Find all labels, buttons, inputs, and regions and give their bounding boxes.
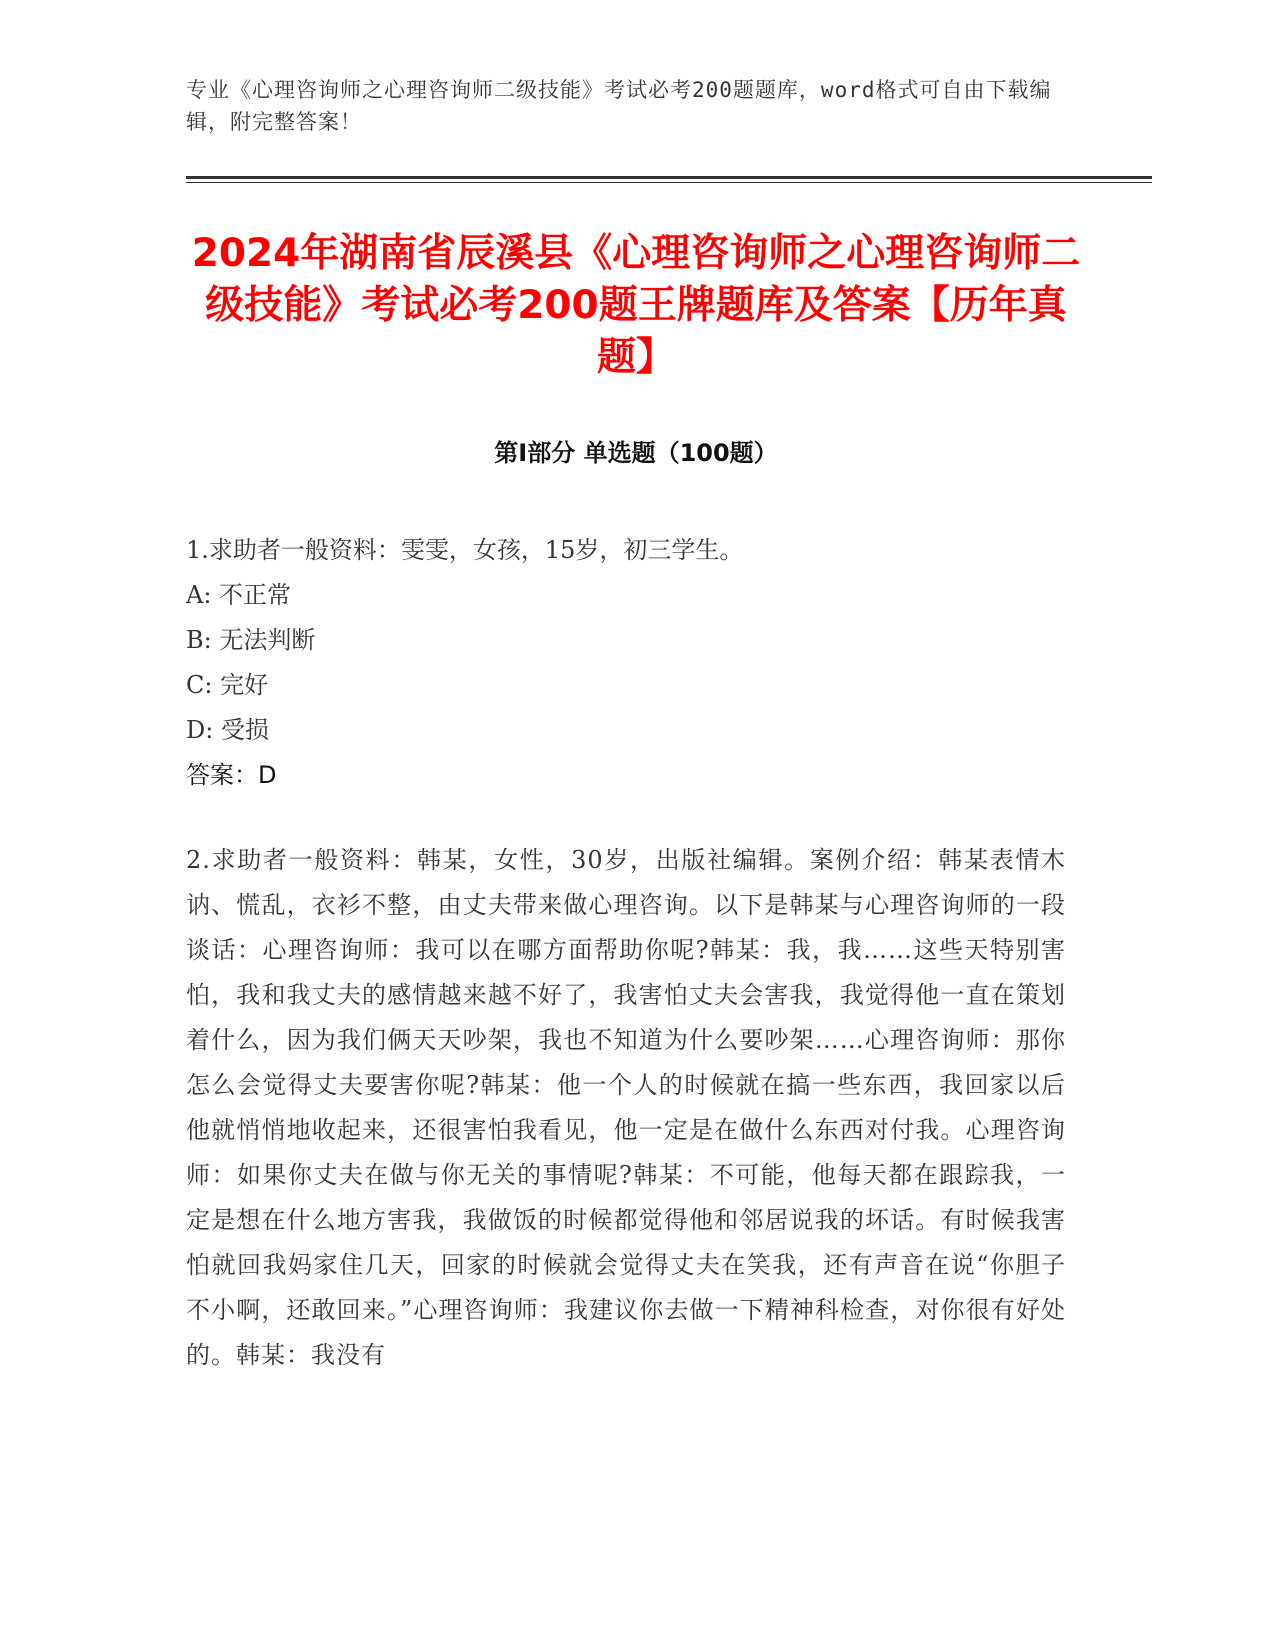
option-a: A: 不正常 xyxy=(186,581,292,609)
header-divider-thin xyxy=(186,182,1152,183)
section-heading: 第I部分 单选题（100题） xyxy=(494,439,778,467)
header-divider-thick xyxy=(186,176,1152,179)
option-c: C: 完好 xyxy=(186,671,269,699)
answer-line: 答案：D xyxy=(186,761,277,789)
option-d: D: 受损 xyxy=(186,716,269,744)
header-note: 专业《心理咨询师之心理咨询师二级技能》考试必考200题题库，word格式可自由下载编辑，附完整答案！ xyxy=(186,78,1052,134)
question-stem: 2.求助者一般资料：韩某，女性，30岁，出版社编辑。案例介绍：韩某表情木讷、慌乱，衣衫不整，由丈夫带来做心理咨询。以下是韩某与心理咨询师的一段谈话：心理咨询师：我可以在哪方面帮助你呢?韩某：我，我……这些天特别害怕，我和我丈夫的感情越来越不好了，我害怕丈夫会害我，我觉得他一直在策划着什么，因为我们俩天天吵架，我也不知道为什么要吵架……心理咨询师：那你怎么会觉得丈夫要害你呢?韩某：他一个人的时候就在搞一些东西，我回家以后他就悄悄地收起来，还很害怕我看见，他一定是在做什么东西对付我。心理咨询师：如果你丈夫在做与你无关的事情呢?韩某：不可能，他每天都在跟踪我，一定是想在什么地方害我，我做饭的时候都觉得他和邻居说我的坏话。有时候我害怕就回我妈家住几天，回家的时候就会觉得丈夫在笑我，还有声音在说“你胆子不小啊，还敢回来。”心理咨询师：我建议你去做一下精神科检查，对你很有好处的。韩某：我没有 xyxy=(186,846,1066,1369)
question-stem: 1.求助者一般资料：雯雯，女孩，15岁，初三学生。 xyxy=(186,536,744,564)
option-b: B: 无法判断 xyxy=(186,626,316,654)
question-2 xyxy=(186,838,1066,1378)
document-title: 2024年湖南省辰溪县《心理咨询师之心理咨询师二级技能》考试必考200题王牌题库及答案【历年真题】 xyxy=(191,231,1081,380)
question-1 xyxy=(186,528,1066,798)
